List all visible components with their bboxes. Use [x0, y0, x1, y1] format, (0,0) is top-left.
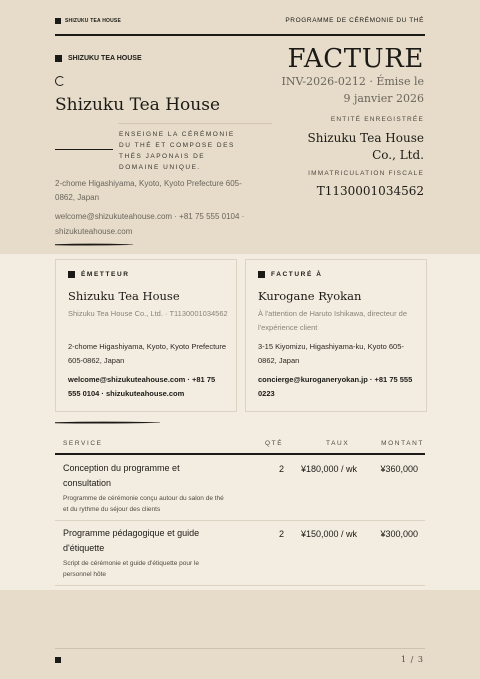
- billed-sub: À l'attention de Haruto Ishikawa, directeur de l'expérience client: [258, 309, 408, 332]
- row-service-name: Conception du programme et consultation: [63, 463, 180, 488]
- row-rule: [55, 585, 425, 586]
- issuer-heading: [68, 271, 130, 278]
- square-icon: [258, 271, 265, 278]
- row-rate: ¥180,000 / wk: [300, 464, 357, 474]
- header-program: PROGRAMME DE CÉRÉMONIE DU THÉ: [285, 17, 424, 24]
- row-amount: ¥300,000: [380, 529, 418, 539]
- tagline-rule: [55, 149, 113, 150]
- billed-heading-label: FACTURÉ À: [271, 271, 323, 278]
- col-qty-header: QTÉ: [265, 440, 284, 447]
- table-header-rule: [55, 453, 425, 455]
- billed-heading: [258, 271, 323, 278]
- entity-value: Shizuku Tea House Co., Ltd.: [307, 131, 424, 162]
- company-name: Shizuku Tea House: [55, 95, 221, 115]
- loader-icon: [55, 76, 65, 86]
- entity-label: ENTITÉ ENREGISTRÉE: [330, 116, 424, 123]
- row-qty: 2: [278, 464, 284, 474]
- row-amount: ¥360,000: [380, 464, 418, 474]
- billed-address: 3-15 Kiyomizu, Higashiyama-ku, Kyoto 605-0862, Japan: [258, 342, 404, 365]
- footer-square-icon: [55, 657, 61, 663]
- row-service-desc: Programme de cérémonie conçu autour du salon de thé et du rythme du séjour des clients: [63, 495, 224, 513]
- brand-square-icon: [55, 18, 61, 24]
- header-brand: [55, 18, 121, 24]
- row-service-name: Programme pédagogique et guide d'étiquette: [63, 528, 200, 553]
- row-rule: [55, 520, 425, 521]
- billed-contact: concierge@kuroganeryokan.jp · +81 75 555 0223: [258, 375, 413, 398]
- row-service-desc: Script de cérémonie et guide d'étiquette pour le personnel hôte: [63, 560, 200, 578]
- issuer-heading-label: ÉMETTEUR: [81, 271, 130, 278]
- footer-rule: [55, 648, 425, 649]
- company-contact: welcome@shizukuteahouse.com · +81 75 555 0104 · shizukuteahouse.com: [55, 212, 245, 236]
- issuer-card: [55, 259, 237, 412]
- col-service-header: SERVICE: [63, 440, 103, 447]
- issuer-address: 2-chome Higashiyama, Kyoto, Kyoto Prefecture 605-0862, Japan: [68, 342, 226, 365]
- page-indicator: 1 / 3: [401, 655, 424, 664]
- header-rule: [55, 34, 425, 36]
- company-tagline: ENSEIGNE LA CÉRÉMONIE DU THÉ ET COMPOSE DES THÉS JAPONAIS DE DOMAINE UNIQUE.: [119, 131, 235, 171]
- row-rate: ¥150,000 / wk: [300, 529, 357, 539]
- invoice-title: FACTURE: [287, 44, 424, 74]
- divider: [118, 123, 272, 124]
- col-amount-header: MONTANT: [381, 440, 424, 447]
- billed-name: Kurogane Ryokan: [258, 289, 362, 303]
- issuer-contact: welcome@shizukuteahouse.com · +81 75 555 0104 · shizukuteahouse.com: [68, 375, 216, 398]
- billed-card: [245, 259, 427, 412]
- footer-band: [0, 590, 480, 679]
- tax-id: T1130001034562: [316, 184, 424, 198]
- header-brand-label: SHIZUKU TEA HOUSE: [65, 18, 121, 24]
- tax-label: IMMATRICULATION FISCALE: [308, 170, 424, 177]
- brand-square-icon: [55, 55, 62, 62]
- col-rate-header: TAUX: [326, 440, 350, 447]
- company-address: 2-chome Higashiyama, Kyoto, Kyoto Prefecture 605-0862, Japan: [55, 179, 242, 202]
- issuer-sub: Shizuku Tea House Co., Ltd. · T1130001034562: [68, 309, 228, 318]
- brush-stroke-icon: [55, 421, 160, 424]
- row-qty: 2: [278, 529, 284, 539]
- square-icon: [68, 271, 75, 278]
- brand-caps-label: SHIZUKU TEA HOUSE: [68, 55, 142, 62]
- brand-row: [55, 55, 142, 62]
- brush-stroke-icon: [55, 243, 133, 246]
- issuer-name: Shizuku Tea House: [68, 289, 180, 303]
- invoice-number-date: INV-2026-0212 · Émise le 9 janvier 2026: [281, 75, 424, 105]
